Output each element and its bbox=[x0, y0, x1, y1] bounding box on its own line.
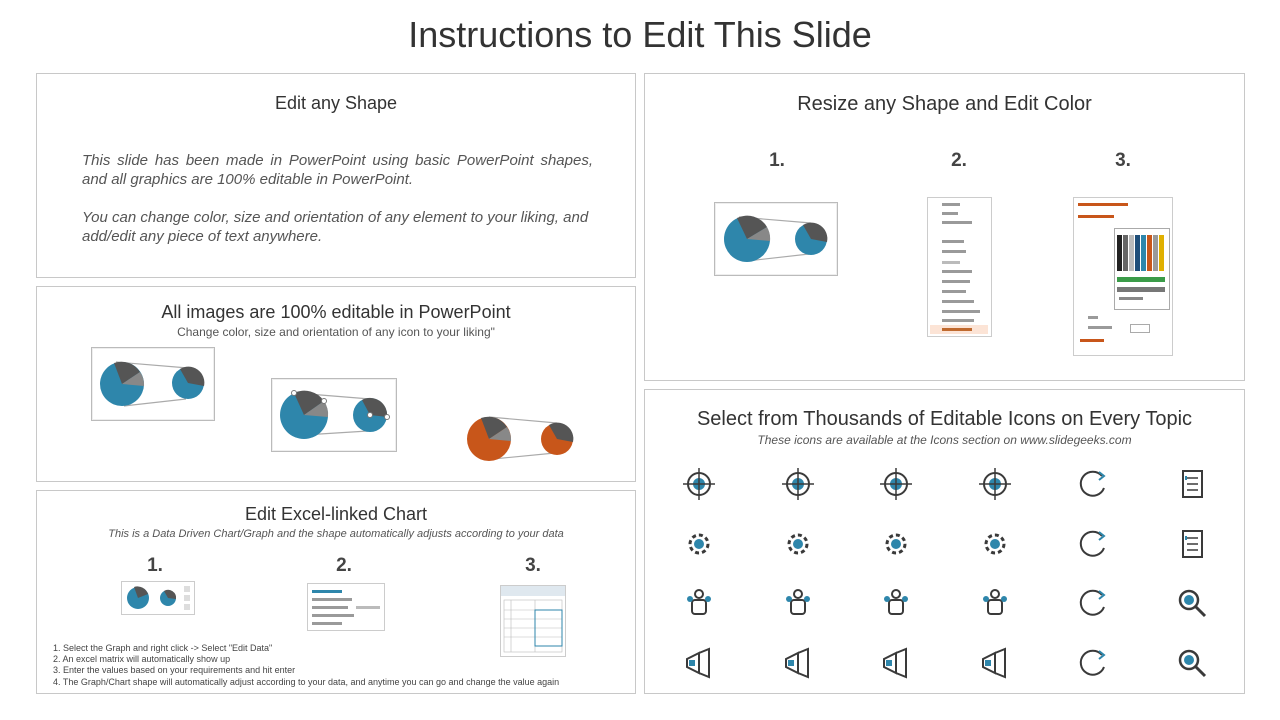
step-number-1: 1. bbox=[147, 555, 163, 576]
trophy-target-icon bbox=[878, 466, 914, 502]
step-number-2: 2. bbox=[951, 150, 967, 171]
panel-icons bbox=[644, 389, 1245, 694]
pie-pair-resize-graphic bbox=[715, 203, 837, 275]
instruction-step-1: 1. Select the Graph and right click -> Select "Edit Data" bbox=[53, 643, 273, 653]
megaphone-icon bbox=[681, 645, 717, 681]
team-person-icon bbox=[681, 585, 717, 621]
crosshair-icon bbox=[977, 466, 1013, 502]
pie-graphic-selected-1[interactable] bbox=[91, 347, 215, 421]
target-icon bbox=[681, 466, 717, 502]
step-number-3: 3. bbox=[525, 555, 541, 576]
panel-resize-color bbox=[644, 73, 1245, 381]
excel-step2-screenshot bbox=[307, 583, 385, 631]
panel-title: Edit Excel-linked Chart bbox=[244, 504, 428, 524]
description-paragraph-2: You can change color, size and orientation of any element to your liking, and add/edit any piece of text anywhere. bbox=[82, 209, 589, 245]
user-chat-icon bbox=[780, 645, 816, 681]
checklist-icon bbox=[1174, 466, 1210, 502]
color-swatch-palette bbox=[1115, 229, 1169, 309]
excel-step1-screenshot bbox=[121, 581, 195, 615]
panel-subtitle: Change color, size and orientation of any icon to your liking" bbox=[177, 325, 495, 339]
panel-edit-shape bbox=[36, 73, 636, 278]
checklist-board-icon bbox=[1174, 526, 1210, 562]
panel-title: All images are 100% editable in PowerPoint bbox=[161, 302, 511, 322]
gear-outline-icon bbox=[780, 526, 816, 562]
pie-pair-blue-graphic bbox=[92, 348, 214, 420]
step-number-3: 3. bbox=[1115, 150, 1131, 171]
context-menu-screenshot bbox=[927, 197, 992, 337]
pie-pair-orange-graphic bbox=[465, 409, 577, 465]
refresh-arc-icon bbox=[1075, 466, 1111, 502]
instruction-list bbox=[53, 643, 559, 688]
cycle-arrows-icon bbox=[1075, 645, 1111, 681]
step-number-1: 1. bbox=[769, 150, 785, 171]
instruction-step-4: 4. The Graph/Chart shape will automatically adjust according to your data, and anytime you can go and change the value again bbox=[53, 676, 560, 687]
format-panel-screenshot bbox=[1073, 197, 1173, 356]
search-magnify-icon bbox=[1174, 585, 1210, 621]
panel-excel-chart bbox=[36, 490, 636, 694]
pie-pair-blue-handles-graphic bbox=[272, 379, 396, 451]
pie-graphic-selected-2[interactable] bbox=[271, 378, 397, 452]
dart-target-icon bbox=[780, 466, 816, 502]
search-check-icon bbox=[1174, 645, 1210, 681]
panel-subtitle: These icons are available at the Icons section on www.slidegeeks.com bbox=[757, 433, 1132, 447]
panel-title: Edit any Shape bbox=[274, 93, 398, 113]
panel-title: Select from Thousands of Editable Icons on Every Topic bbox=[696, 408, 1193, 430]
group-people-icon bbox=[878, 585, 914, 621]
panel-subtitle: This is a Data Driven Chart/Graph and the shape automatically adjusts according to your data bbox=[108, 528, 564, 540]
description-paragraph-1: This slide has been made in PowerPoint using basic PowerPoint shapes, and all graphics are 100% editable in PowerPoint. bbox=[82, 152, 593, 188]
gear-icon bbox=[681, 526, 717, 562]
slide-title: Instructions to Edit This Slide bbox=[408, 14, 872, 55]
instruction-step-3: 3. Enter the values based on your requirements and hit enter bbox=[53, 665, 296, 676]
megaphone-sound-icon bbox=[878, 645, 914, 681]
gear-settings-icon bbox=[878, 526, 914, 562]
instruction-step-2: 2. An excel matrix will automatically show up bbox=[53, 654, 231, 665]
panel-title: Resize any Shape and Edit Color bbox=[797, 93, 1092, 115]
pie-pair-small-graphic bbox=[122, 582, 194, 614]
megaphone-percent-icon bbox=[977, 645, 1013, 681]
refresh-arrow-icon bbox=[1075, 526, 1111, 562]
sync-arrows-icon bbox=[1075, 585, 1111, 621]
resize-pie-graphic[interactable] bbox=[714, 202, 838, 276]
presentation-board-icon bbox=[780, 585, 816, 621]
gears-pair-icon bbox=[977, 526, 1013, 562]
step-number-2: 2. bbox=[336, 555, 352, 576]
team-network-icon bbox=[977, 585, 1013, 621]
panel-images bbox=[36, 286, 636, 482]
